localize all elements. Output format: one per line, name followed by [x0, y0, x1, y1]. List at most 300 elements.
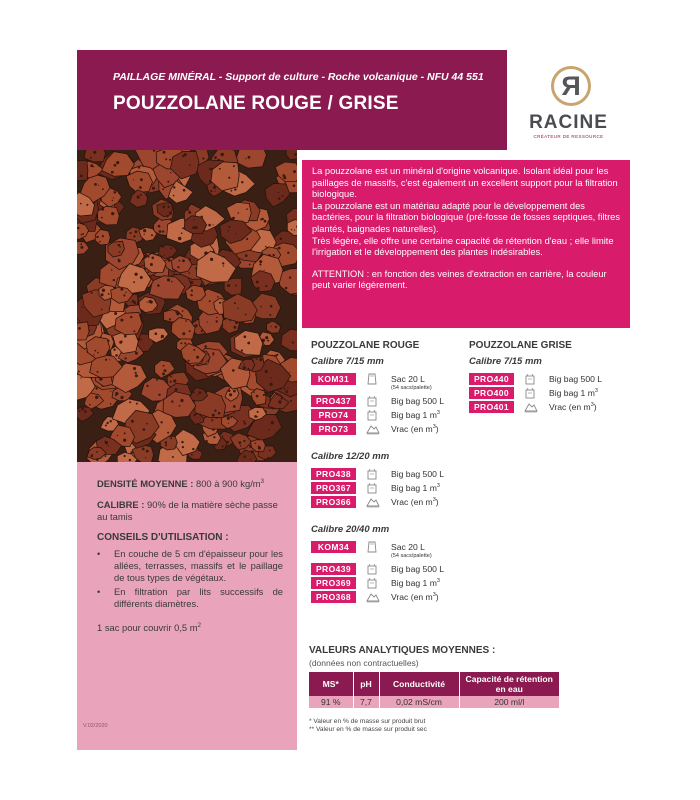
rock-pore	[202, 158, 204, 160]
rock-pore	[256, 395, 259, 398]
bigbag-icon	[366, 468, 380, 480]
rock-pore	[180, 399, 183, 402]
rock-pore	[214, 410, 216, 412]
rock-pore	[217, 296, 219, 298]
rock-pore	[221, 153, 224, 156]
rock-pore	[123, 294, 125, 296]
rock-pore	[113, 349, 115, 351]
packaging-text: Big bag 1 m	[549, 388, 595, 398]
unit-exponent: 3	[436, 483, 440, 490]
rock-pore	[80, 174, 83, 177]
product-code-badge: PRO367	[311, 482, 356, 494]
product-label	[549, 387, 598, 399]
rock-pore	[118, 259, 121, 262]
rock-pore	[173, 195, 175, 197]
page-title: POUZZOLANE ROUGE / GRISE	[113, 93, 399, 114]
rock-pore	[228, 226, 230, 228]
rock-pore	[293, 184, 296, 187]
rock-pore	[173, 379, 176, 382]
rock-pore	[157, 284, 160, 287]
rock-pore	[117, 435, 118, 436]
rock-pore	[213, 436, 215, 438]
rock-pore	[97, 371, 99, 373]
rock-pore	[256, 281, 259, 284]
bulk-icon	[366, 423, 380, 435]
description-paragraph: Très légère, elle offre une certaine capacité de rétention d'eau ; elle limite l'irrigation et le développement des plantes indésirables.	[312, 235, 614, 258]
rock-pore	[109, 359, 110, 360]
rock-pore	[188, 211, 191, 214]
rock-pore	[209, 300, 211, 302]
rock-pore	[113, 279, 115, 281]
rock-pore	[102, 289, 105, 292]
rock-pore	[169, 212, 172, 215]
rock-pore	[177, 266, 179, 268]
rock-pore	[133, 330, 135, 332]
product-row	[311, 563, 445, 577]
product-label	[391, 496, 439, 508]
rock-pore	[212, 352, 214, 354]
rock-pore	[80, 243, 82, 245]
rock-pore	[114, 191, 117, 194]
rock-pore	[285, 390, 288, 393]
bulk-icon	[366, 591, 380, 603]
rock-pore	[193, 219, 194, 220]
values-header-row	[309, 672, 559, 696]
rock-pore	[246, 208, 248, 210]
rock-pore	[222, 445, 224, 447]
rock-pore	[133, 235, 135, 237]
rock-pore	[140, 194, 142, 196]
rock-pore	[114, 164, 117, 167]
rock-pore	[191, 290, 193, 292]
rock-pore	[162, 205, 165, 208]
attention-note: ATTENTION : en fonction des veines d'extraction en carrière, la couleur peut varier légèrement.	[312, 268, 607, 291]
rock-pore	[264, 220, 267, 223]
header-conductivity: Conductivité	[379, 672, 459, 696]
value-ph: 7,7	[353, 696, 379, 708]
rock-pore	[170, 437, 172, 439]
rock-pore	[158, 394, 160, 396]
packaging-text: Sac 20 L	[391, 542, 425, 552]
rock-pore	[110, 420, 112, 422]
rock-pore	[116, 161, 119, 164]
product-row	[311, 482, 440, 496]
rock-pore	[123, 439, 126, 442]
rock-pore	[118, 244, 121, 247]
rock-pore	[158, 225, 161, 228]
header-retention: Capacité de rétention en eau	[459, 672, 559, 696]
rock-pore	[228, 230, 230, 232]
rock-pore	[171, 400, 173, 402]
product-row	[311, 468, 445, 482]
products-rouge	[311, 340, 445, 605]
rock-pore	[228, 441, 229, 442]
rock-pore	[124, 357, 126, 359]
usage-item: • En filtration par lits successifs de différents diamètres.	[97, 586, 283, 610]
unit-exponent: 3	[432, 592, 436, 599]
rock-pore	[253, 392, 254, 393]
rock-pore	[241, 181, 243, 183]
rock-pore	[284, 182, 286, 184]
rock-pore	[268, 457, 270, 459]
rock-pore	[90, 164, 93, 167]
rock-pore	[249, 264, 251, 266]
product-row	[311, 496, 439, 510]
logo-tagline: CRÉATEUR DE RESSOURCE	[533, 134, 604, 139]
product-label	[549, 373, 602, 385]
rock-pore	[210, 190, 212, 192]
rock-pore	[80, 203, 82, 205]
product-row	[469, 387, 598, 401]
rock-pore	[124, 335, 127, 338]
rock-pore	[191, 454, 193, 456]
rock-pore	[110, 403, 112, 405]
rock-pore	[152, 187, 155, 190]
rock-pore	[79, 320, 80, 321]
rock-pore	[173, 186, 175, 188]
rock-pore	[214, 156, 217, 159]
rock-pore	[115, 394, 117, 396]
bulk-icon	[524, 401, 538, 413]
rock-pore	[167, 432, 169, 434]
bigbag-icon	[366, 395, 380, 407]
product-code-badge: KOM34	[311, 541, 356, 553]
rock-pore	[181, 441, 183, 443]
rock-pore	[130, 316, 132, 318]
version-label: V.02/2020	[83, 723, 108, 729]
rock-pore	[115, 354, 118, 357]
rock-pore	[133, 301, 136, 304]
rock-pore	[161, 335, 164, 338]
rock-pore	[146, 385, 148, 387]
rock-pore	[275, 326, 277, 328]
rock-pore	[162, 230, 164, 232]
rock-pore	[243, 455, 246, 458]
range-title: POUZZOLANE GRISE	[469, 340, 572, 351]
rock-pore	[94, 350, 96, 352]
rock-pore	[148, 256, 150, 258]
rock-pore	[287, 387, 288, 388]
rock-pore	[269, 383, 272, 386]
pozzolan-rocks-photo	[77, 150, 297, 462]
rock-pore	[96, 387, 98, 389]
packaging-text: Vrac (en m	[391, 592, 433, 602]
rock-pore	[133, 179, 134, 180]
rock-pore	[243, 440, 245, 442]
rock-pore	[204, 345, 207, 348]
rock-pore	[222, 262, 224, 264]
logo-ring-icon	[551, 66, 591, 106]
rock-pore	[227, 284, 230, 287]
rock-pore	[95, 396, 98, 399]
bigbag-icon	[366, 577, 380, 589]
rock-pore	[111, 171, 114, 174]
rock-pore	[193, 349, 195, 351]
rock-pore	[197, 449, 199, 451]
product-row	[469, 401, 597, 415]
product-code-badge: PRO368	[311, 591, 356, 603]
rock-pore	[81, 407, 84, 410]
values-title: VALEURS ANALYTIQUES MOYENNES :	[309, 645, 496, 656]
rock-pore	[89, 404, 91, 406]
rock-shape	[235, 150, 266, 168]
bigbag-icon	[366, 482, 380, 494]
rock-pore	[192, 226, 195, 229]
density-info	[97, 478, 283, 490]
rock-pore	[147, 271, 149, 273]
unit-exponent: 3	[436, 578, 440, 585]
rock-pore	[165, 441, 168, 444]
rock-pore	[271, 326, 272, 327]
rock-pore	[119, 341, 122, 344]
product-label	[391, 577, 440, 589]
rock-pore	[114, 312, 117, 315]
rock-pore	[143, 229, 146, 232]
packaging-text: Big bag 500 L	[391, 396, 445, 406]
rock-pore	[257, 287, 260, 290]
product-label	[391, 409, 440, 421]
product-code-badge: PRO73	[311, 423, 356, 435]
calibre-info	[97, 499, 283, 523]
rock-pore	[99, 241, 101, 243]
rock-pore	[93, 166, 94, 167]
packaging-text: Big bag 1 m	[391, 410, 437, 420]
rock-pore	[282, 195, 284, 197]
description-paragraph: La pouzzolane est un minéral d'origine volcanique. Isolant idéal pour les paillages de massifs, c'est également un excellent support pour la filtration biologique.	[312, 166, 618, 200]
rock-pore	[244, 335, 247, 338]
rock-pore	[160, 421, 162, 423]
rock-pore	[248, 156, 251, 159]
product-label	[391, 423, 439, 435]
rock-shape	[126, 171, 152, 193]
coverage-note	[97, 622, 283, 634]
rock-pore	[145, 457, 146, 458]
rock-pore	[234, 188, 236, 190]
rock-pore	[182, 259, 185, 262]
rock-pore	[135, 273, 138, 276]
product-note: (54 sacs/palette)	[391, 385, 432, 391]
unit-exponent: 3	[436, 410, 440, 417]
rock-pore	[219, 302, 221, 304]
product-row	[469, 373, 603, 387]
rock-pore	[235, 284, 237, 286]
calibre-heading: Calibre 7/15 mm	[311, 356, 384, 367]
packaging-text: Big bag 500 L	[549, 374, 603, 384]
rock-shape	[281, 329, 297, 351]
rock-pore	[293, 170, 296, 173]
rock-pore	[228, 423, 229, 424]
rock-pore	[294, 230, 295, 231]
header-ph: pH	[353, 672, 379, 696]
label-suffix: )	[593, 402, 597, 412]
rock-shape	[265, 183, 290, 207]
rock-pore	[278, 197, 281, 200]
rock-pore	[169, 159, 171, 161]
rock-pore	[105, 440, 107, 442]
rock-pore	[231, 190, 233, 192]
bigbag-icon	[524, 387, 538, 399]
rock-pore	[223, 266, 224, 267]
rock-pore	[212, 414, 215, 417]
product-label	[391, 395, 444, 407]
product-code-badge: PRO400	[469, 387, 514, 399]
rock-pore	[150, 263, 153, 266]
rock-pore	[96, 451, 98, 453]
rock-pore	[244, 364, 246, 366]
rock-shape	[98, 206, 120, 225]
product-label	[391, 591, 439, 603]
rock-pore	[216, 317, 217, 318]
product-row	[311, 541, 432, 563]
rock-pore	[150, 300, 153, 303]
rock-pore	[294, 153, 297, 156]
rock-pore	[211, 419, 213, 421]
rock-pore	[258, 446, 260, 448]
values-data-row	[309, 696, 559, 708]
rock-pore	[281, 398, 283, 400]
usage-title: CONSEILS D'UTILISATION :	[97, 532, 229, 543]
rock-pore	[101, 208, 104, 211]
product-row	[311, 423, 439, 437]
rock-pore	[81, 307, 82, 308]
product-code-badge: PRO439	[311, 563, 356, 575]
footnote: * Valeur en % de masse sur produit brut	[309, 718, 426, 725]
rock-pore	[93, 151, 96, 154]
product-label	[391, 541, 425, 553]
rock-pore	[105, 359, 107, 361]
rock-pore	[120, 319, 123, 322]
rock-pore	[247, 342, 250, 345]
rock-shape	[251, 389, 266, 406]
rock-pore	[250, 459, 251, 460]
rock-pore	[273, 254, 275, 256]
rock-pore	[254, 415, 257, 418]
rock-pore	[187, 209, 189, 211]
rock-pore	[182, 227, 184, 229]
rock-pore	[182, 332, 185, 335]
rock-pore	[125, 292, 126, 293]
rock-pore	[279, 401, 281, 403]
rock-pore	[270, 305, 273, 308]
calibre-label: CALIBRE :	[97, 499, 145, 510]
footnote: ** Valeur en % de masse sur produit sec	[309, 726, 427, 733]
logo-name: RACINE	[529, 112, 608, 133]
rock-pore	[96, 236, 98, 238]
rock-pore	[165, 444, 167, 446]
rock-pore	[152, 257, 155, 260]
packaging-text: Big bag 500 L	[391, 469, 445, 479]
product-row	[311, 409, 440, 423]
rock-pore	[81, 234, 83, 236]
rock-pore	[135, 352, 138, 355]
rock-pore	[146, 423, 148, 425]
rock-pore	[143, 428, 146, 431]
product-code-badge: PRO366	[311, 496, 356, 508]
rock-pore	[175, 388, 178, 391]
rock-pore	[163, 365, 165, 367]
rock-pore	[233, 165, 235, 167]
product-code-badge: PRO438	[311, 468, 356, 480]
rock-pore	[189, 272, 191, 274]
rock-pore	[243, 366, 246, 369]
unit-exponent: 3	[594, 388, 598, 395]
rock-pore	[113, 197, 114, 198]
packaging-text: Sac 20 L	[391, 374, 425, 384]
rock-pore	[155, 332, 158, 335]
rock-pore	[178, 237, 181, 240]
rock-pore	[84, 410, 87, 413]
rock-pore	[182, 446, 184, 448]
product-label	[391, 563, 444, 575]
rock-pore	[164, 254, 165, 255]
rock-pore	[289, 372, 290, 373]
rock-pore	[269, 450, 271, 452]
rock-pore	[259, 358, 262, 361]
rock-pore	[110, 391, 111, 392]
rock-pore	[259, 260, 262, 263]
rock-pore	[78, 410, 80, 412]
rock-pore	[199, 391, 202, 394]
rock-pore	[260, 306, 262, 308]
rock-pore	[105, 425, 107, 427]
unit-exponent: 3	[432, 497, 436, 504]
rock-pore	[243, 420, 245, 422]
rock-pore	[171, 281, 173, 283]
values-subtitle: (données non contractuelles)	[309, 658, 419, 668]
rock-pore	[91, 292, 93, 294]
rock-pore	[208, 224, 211, 227]
rock-pore	[108, 293, 110, 295]
rock-pore	[289, 276, 291, 278]
rock-pore	[140, 178, 143, 181]
rock-pore	[124, 432, 126, 434]
density-value: 800 à 900 kg/m	[195, 478, 261, 489]
rock-pore	[93, 354, 94, 355]
rock-pore	[222, 435, 224, 437]
product-row	[311, 591, 439, 605]
rock-pore	[156, 309, 157, 310]
rock-pore	[218, 412, 221, 415]
rock-pore	[238, 441, 241, 444]
rock-pore	[135, 374, 138, 377]
rock-pore	[197, 394, 198, 395]
coverage-text: 1 sac pour couvrir 0,5 m	[97, 622, 198, 633]
rock-pore	[77, 227, 80, 230]
rock-pore	[141, 339, 143, 341]
calibre-heading: Calibre 20/40 mm	[311, 524, 390, 535]
rock-pore	[255, 443, 257, 445]
header-ms: MS*	[309, 672, 353, 696]
rock-pore	[215, 191, 216, 192]
bigbag-icon	[366, 563, 380, 575]
rock-pore	[238, 212, 240, 214]
rock-pore	[229, 393, 232, 396]
rock-pore	[80, 246, 83, 249]
rock-pore	[232, 217, 235, 220]
rock-pore	[184, 342, 186, 344]
rock-pore	[189, 330, 191, 332]
description-paragraph: La pouzzolane est un matériau adapté pour le développement des bactéries, pour la filtration biologique (pré-fosse de fosses septiques, filtres plantés, baignades naturelles).	[312, 200, 620, 234]
rock-pore	[280, 237, 283, 240]
rock-pore	[94, 183, 97, 186]
rock-pore	[193, 391, 195, 393]
rock-pore	[120, 288, 123, 291]
rock-pore	[267, 340, 269, 342]
rock-pore	[207, 321, 208, 322]
bigbag-icon	[524, 373, 538, 385]
rock-pore	[188, 360, 190, 362]
packaging-text: Vrac (en m	[549, 402, 591, 412]
